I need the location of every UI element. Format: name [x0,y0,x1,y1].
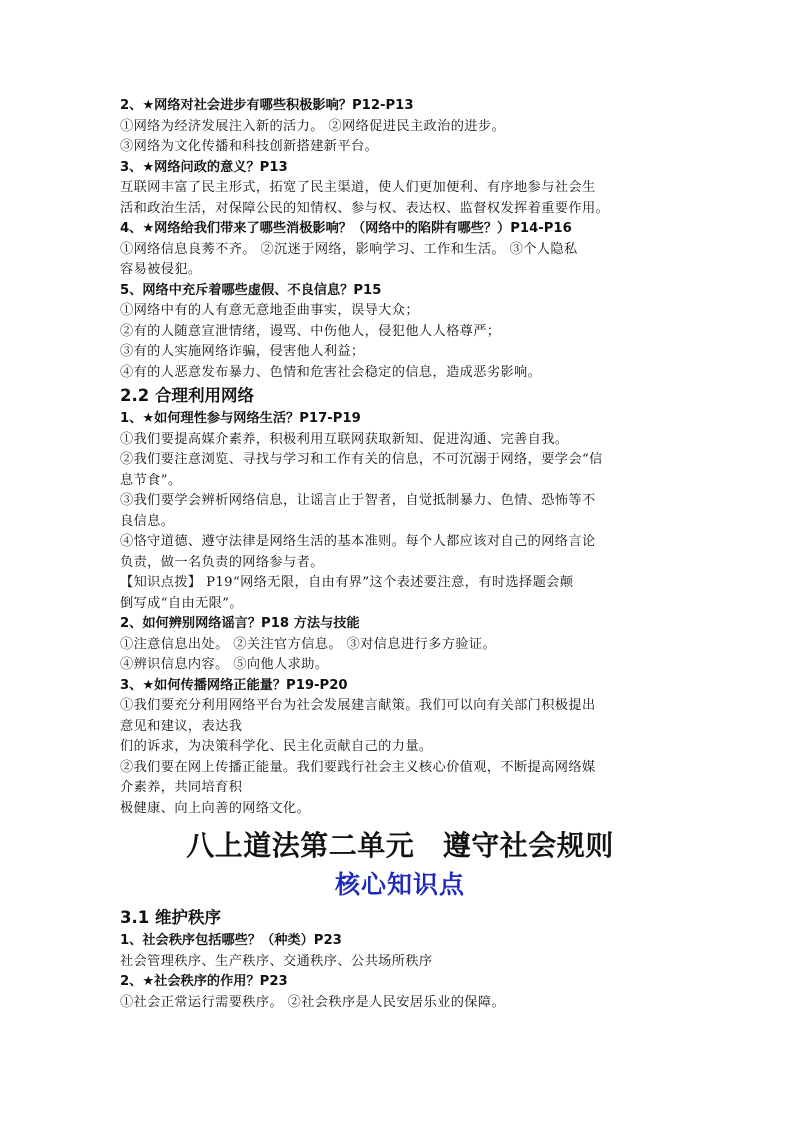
body-line: 介素养，共同培育积 [120,780,243,795]
body-line: 极健康、向上向善的网络文化。 [120,800,311,816]
body-line: ②我们要注意浏览、寻找与学习和工作有关的信息，不可沉溺于网络，要学会“信 [120,452,603,467]
body-line: ①网络中有的人有意无意地歪曲事实，误导大众； [120,303,419,318]
question-heading: 5、网络中充斥着哪些虚假、不良信息？P15 [120,282,382,298]
body-line: ③我们要学会辨析网络信息，让谣言止于智者，自觉抵制暴力、色情、恐怖等不 [120,493,596,508]
body-line: 负责，做一名负责的网络参与者。 [120,554,324,570]
body-line: ①我们要充分利用网络平台为社会发展建言献策。我们可以向有关部门积极提出 [120,698,596,713]
question-heading: 1、★如何理性参与网络生活？P17-P19 [120,411,361,426]
content-block-network [120,96,680,819]
question-heading: 2、★网络对社会进步有哪些积极影响？P12-P13 [120,98,414,113]
question-heading: 1、社会秩序包括哪些？（种类）P23 [120,933,342,948]
question-heading: 3、★如何传播网络正能量？P19-P20 [120,677,348,693]
body-line: ①社会正常运行需要秩序。 ②社会秩序是人民安居乐业的保障。 [120,994,506,1010]
body-line: 社会管理秩序、生产秩序、交通秩序、公共场所秩序 [120,953,433,969]
section-heading: 2.2 合理利用网络 [120,386,254,405]
section-heading: 3.1 维护秩序 [120,908,221,927]
question-heading: 3、★网络问政的意义？P13 [120,159,288,175]
body-line: 良信息。 [120,513,175,529]
document-page [120,96,680,1013]
body-line: 们的诉求，为决策科学化、民主化贡献自己的力量。 [120,739,433,754]
body-line: ③网络为文化传播和科技创新搭建新平台。 [120,139,379,154]
body-line: 互联网丰富了民主形式，拓宽了民主渠道，使人们更加便利、有序地参与社会生 [120,180,596,195]
body-line: 息节食”。 [120,472,182,488]
body-line: ②我们要在网上传播正能量。我们要践行社会主义核心价值观，不断提高网络媒 [120,759,596,775]
body-line: ③有的人实施网络诈骗，侵害他人利益； [120,344,365,359]
question-heading: 2、如何辨别网络谣言？P18 方法与技能 [120,616,360,631]
body-line: ①网络信息良莠不齐。 ②沉迷于网络，影响学习、工作和生活。 ③个人隐私 [120,241,578,257]
body-line: 倒写成“自由无限”。 [120,595,243,611]
body-line: ①注意信息出处。 ②关注官方信息。 ③对信息进行多方验证。 [120,636,497,652]
body-line: ①我们要提高媒介素养，积极利用互联网获取新知、促进沟通、完善自我。 [120,431,569,447]
body-line: ④有的人恶意发布暴力、色情和危害社会稳定的信息，造成恶劣影响。 [120,364,542,380]
content-block-order [120,905,680,1013]
body-line: 容易被侵犯。 [120,262,202,277]
unit-title: 八上道法第二单元 遵守社会规则 [186,829,614,862]
body-line: ②有的人随意宣泄情绪，谩骂、中伤他人，侵犯他人人格尊严； [120,323,501,339]
unit-subtitle: 核心知识点 [334,870,465,899]
body-line: 活和政治生活，对保障公民的知情权、参与权、表达权、监督权发挥着重要作用。 [120,200,610,216]
body-line: ④辨识信息内容。 ⑤向他人求助。 [120,657,329,672]
body-line: ①网络为经济发展注入新的活力。 ②网络促进民主政治的进步。 [120,118,506,134]
question-heading: 2、★社会秩序的作用？P23 [120,974,288,989]
question-heading: 4、★网络给我们带来了哪些消极影响？（网络中的陷阱有哪些？）P14-P16 [120,221,572,236]
body-line: 【知识点拨】 P19“网络无限，自由有界”这个表述要注意，有时选择题会颠 [120,575,574,590]
body-line: 意见和建议，表达我 [120,718,243,734]
body-line: ④恪守道德、遵守法律是网络生活的基本准则。每个人都应该对自己的网络言论 [120,534,596,549]
